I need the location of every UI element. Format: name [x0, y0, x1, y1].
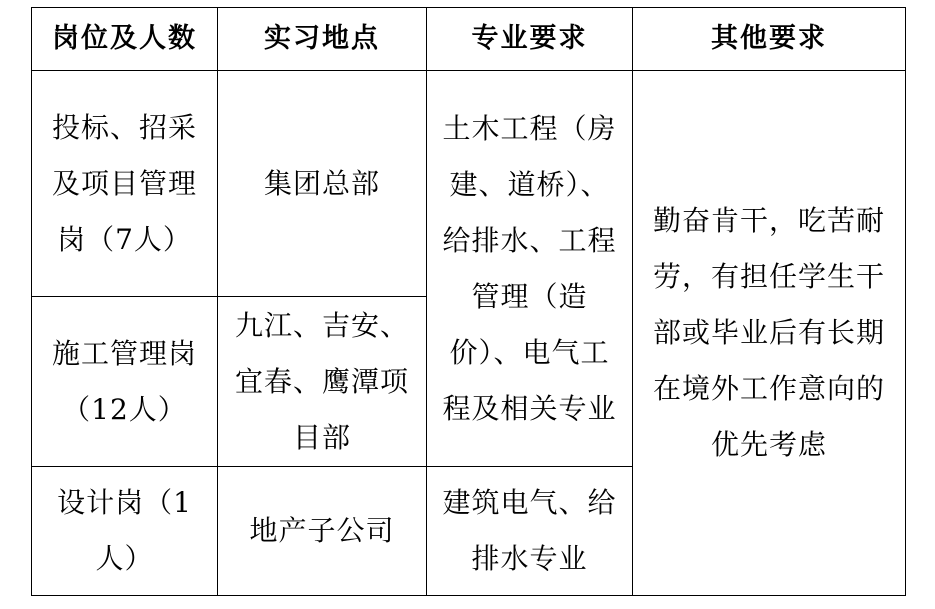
- position-cell: 设计岗（1人）: [32, 467, 218, 596]
- header-major: 专业要求: [427, 8, 633, 71]
- location-cell: 集团总部: [218, 71, 427, 297]
- major-cell: 土木工程（房建、道桥）、给排水、工程管理（造价）、电气工程及相关专业: [427, 71, 633, 467]
- location-cell: 地产子公司: [218, 467, 427, 596]
- internship-positions-table: [31, 7, 906, 596]
- position-cell: 施工管理岗（12人）: [32, 297, 218, 467]
- major-cell: 建筑电气、给排水专业: [427, 467, 633, 596]
- header-location: 实习地点: [218, 8, 427, 71]
- location-cell: 九江、吉安、宜春、鹰潭项目部: [218, 297, 427, 467]
- table-header-row: [32, 8, 906, 71]
- table-row: [32, 71, 906, 297]
- other-requirements-cell: 勤奋肯干，吃苦耐劳，有担任学生干部或毕业后有长期在境外工作意向的优先考虑: [633, 71, 906, 596]
- position-cell: 投标、招采及项目管理岗（7人）: [32, 71, 218, 297]
- header-other: 其他要求: [633, 8, 906, 71]
- header-position: 岗位及人数: [32, 8, 218, 71]
